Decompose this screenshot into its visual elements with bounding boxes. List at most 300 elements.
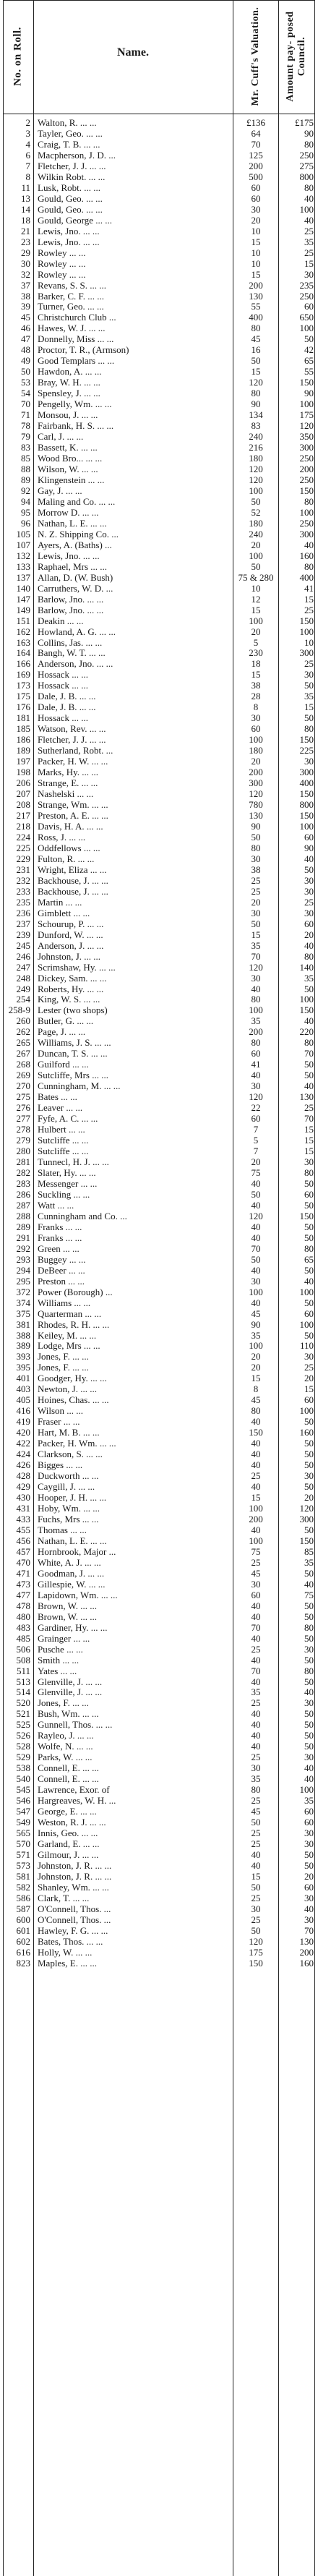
roll-number-cell: 236 — [16, 907, 30, 918]
table-row — [3, 647, 315, 658]
name-cell: Pengelly, Wm. ... ... — [38, 398, 112, 410]
table-row — [3, 1340, 315, 1351]
amount-cell: 40 — [304, 1015, 314, 1027]
roll-number-cell: 513 — [16, 1676, 30, 1687]
amount-cell: 50 — [304, 1654, 314, 1666]
amount-cell: 40 — [304, 1686, 314, 1698]
amount-cell: 25 — [304, 1362, 314, 1373]
valuation-cell: 150 — [249, 1427, 263, 1438]
amount-cell: 50 — [304, 1199, 314, 1211]
name-cell: Turner, Geo. ... ... — [38, 301, 104, 312]
name-cell: Caygill, J. ... ... — [38, 1481, 95, 1493]
name-cell: Shanley, Wm. ... ... — [38, 1881, 109, 1893]
name-cell: Glenville, J. ... ... — [38, 1686, 103, 1698]
roll-number-cell: 287 — [16, 1199, 30, 1211]
amount-cell: 110 — [299, 1340, 314, 1352]
roll-number-cell: 88 — [21, 464, 30, 474]
valuation-cell: 40 — [251, 1070, 261, 1081]
table-row — [3, 1686, 315, 1697]
amount-cell: 70 — [304, 1113, 314, 1125]
valuation-cell: 25 — [251, 1697, 261, 1709]
roll-number-cell: 483 — [16, 1621, 30, 1633]
amount-cell: 150 — [299, 734, 314, 746]
valuation-cell: 30 — [251, 203, 261, 215]
roll-number-cell: 169 — [16, 669, 30, 681]
name-cell: Bray, W. H. ... ... — [38, 377, 100, 388]
roll-number-cell: 83 — [21, 442, 30, 453]
amount-cell: 160 — [299, 550, 314, 561]
roll-number-cell: 132 — [16, 550, 30, 561]
table-row — [3, 1178, 315, 1189]
amount-cell: 800 — [299, 799, 314, 811]
table-row — [3, 767, 315, 777]
name-cell: Gillespie, W. ... ... — [38, 1578, 106, 1590]
table-row — [3, 658, 315, 669]
valuation-cell: 15 — [251, 268, 261, 280]
amount-cell: 50 — [304, 1416, 314, 1428]
valuation-cell: 5 — [253, 1135, 259, 1146]
valuation-cell: 125 — [249, 149, 263, 161]
valuation-cell: 45 — [251, 1567, 261, 1579]
valuation-cell: 25 — [251, 1556, 261, 1568]
valuation-cell: 35 — [251, 1329, 261, 1341]
valuation-cell: 25 — [251, 1914, 261, 1925]
table-row — [3, 1211, 315, 1221]
name-cell: Hulbert ... ... — [38, 1124, 85, 1135]
table-row — [3, 1600, 315, 1611]
table-row — [3, 680, 315, 691]
valuation-cell: 780 — [249, 799, 263, 811]
name-cell: Hooper, J. H. ... ... — [38, 1492, 107, 1504]
amount-cell: 150 — [299, 615, 314, 626]
roll-number-cell: 267 — [16, 1048, 30, 1059]
amount-cell: 50 — [304, 1070, 314, 1081]
table-row — [3, 312, 315, 323]
valuation-cell: 64 — [251, 127, 261, 139]
valuation-cell: 70 — [251, 950, 261, 962]
table-row — [3, 821, 315, 832]
valuation-cell: 40 — [251, 1676, 261, 1687]
valuation-cell: 35 — [251, 939, 261, 951]
table-row — [3, 1773, 315, 1784]
table-row — [3, 951, 315, 962]
valuation-cell: 50 — [251, 918, 261, 929]
name-cell: Howland, A. G. ... ... — [38, 626, 116, 637]
valuation-cell: 70 — [251, 138, 261, 150]
name-cell: Lodge, Mrs ... ... — [38, 1340, 100, 1352]
name-cell: Sutcliffe ... ... — [38, 1146, 89, 1157]
table-row — [3, 669, 315, 680]
amount-cell: 15 — [304, 1146, 314, 1157]
valuation-cell: 80 — [251, 388, 261, 399]
amount-cell: 40 — [304, 1762, 314, 1774]
name-cell: Gould, Geo. ... ... — [38, 192, 103, 204]
amount-cell: 20 — [304, 929, 314, 940]
amount-cell: 15 — [304, 1135, 314, 1146]
roll-number-cell: 32 — [21, 268, 30, 280]
valuation-cell: 40 — [251, 1859, 261, 1871]
table-row — [3, 929, 315, 940]
amount-cell: 100 — [299, 1784, 314, 1796]
roll-number-cell: 237 — [16, 918, 30, 929]
amount-cell: 40 — [304, 1275, 314, 1287]
amount-cell: 25 — [304, 225, 314, 236]
valuation-cell: 175 — [249, 1946, 263, 1958]
name-cell: Johnston, J. R. ... ... — [38, 1870, 112, 1882]
roll-number-cell: 229 — [16, 853, 30, 864]
name-cell: Hornbrook, Major ... — [38, 1545, 116, 1557]
roll-number-cell: 546 — [16, 1795, 30, 1807]
valuation-cell: 25 — [251, 885, 261, 897]
amount-cell: 75 — [304, 1589, 314, 1600]
table-row — [3, 1655, 315, 1666]
table-row — [3, 226, 315, 236]
roll-number-cell: 288 — [16, 1210, 30, 1221]
table-row — [3, 1362, 315, 1373]
amount-cell: 50 — [304, 1611, 314, 1622]
amount-cell: 40 — [304, 192, 314, 204]
amount-cell: 50 — [304, 1849, 314, 1860]
name-cell: Oddfellows ... ... — [38, 842, 100, 853]
name-cell: Fulton, R. ... ... — [38, 853, 95, 864]
valuation-cell: 15 — [251, 1492, 261, 1504]
valuation-cell: 20 — [251, 896, 261, 908]
valuation-cell: 40 — [251, 1221, 261, 1232]
name-cell: Ayers, A. (Baths) ... — [38, 539, 112, 550]
table-row — [3, 1893, 315, 1903]
name-cell: Wright, Eliza ... ... — [38, 863, 107, 875]
amount-cell: 40 — [304, 1080, 314, 1092]
roll-number-cell: 286 — [16, 1188, 30, 1200]
table-row — [3, 1535, 315, 1546]
name-cell: Jones, F. ... ... — [38, 1351, 89, 1362]
valuation-cell: 100 — [249, 1340, 263, 1352]
roll-number-cell: 247 — [16, 961, 30, 973]
table-row — [3, 1546, 315, 1557]
roll-number-cell: 162 — [16, 626, 30, 637]
name-cell: Page, J. ... ... — [38, 1026, 86, 1038]
roll-number-cell: 224 — [16, 831, 30, 843]
name-cell: Wilson, W. ... ... — [38, 464, 98, 474]
roll-number-cell: 235 — [16, 896, 30, 908]
amount-cell: 50 — [304, 983, 314, 994]
table-row — [3, 1048, 315, 1059]
name-cell: Cunningham, M. ... ... — [38, 1080, 121, 1092]
valuation-cell: 5 — [253, 636, 259, 648]
name-cell: Quarterman ... ... — [38, 1308, 102, 1319]
amount-cell: 60 — [304, 1806, 314, 1817]
name-cell: Good Templars ... ... — [38, 355, 115, 367]
table-row — [3, 1449, 315, 1459]
roll-number-cell: 233 — [16, 885, 30, 897]
table-row — [3, 1102, 315, 1113]
roll-number-cell: 405 — [16, 1394, 30, 1406]
table-row — [3, 128, 315, 139]
name-cell: Connell, E. ... ... — [38, 1762, 99, 1774]
roll-number-cell: 283 — [16, 1177, 30, 1189]
table-row — [3, 973, 315, 984]
name-cell: Holly, W. ... ... — [38, 1946, 93, 1958]
amount-cell: 120 — [299, 420, 314, 432]
amount-cell: 50 — [304, 1438, 314, 1449]
name-cell: Spensley, J. ... ... — [38, 388, 100, 399]
amount-cell: 80 — [304, 182, 314, 193]
valuation-cell: 70 — [251, 1242, 261, 1254]
amount-cell: 40 — [304, 1578, 314, 1590]
amount-cell: 35 — [304, 1556, 314, 1568]
name-cell: Nathan, L. E. ... ... — [38, 1535, 107, 1546]
valuation-cell: 40 — [251, 1232, 261, 1243]
table-row — [3, 539, 315, 550]
amount-cell: 300 — [299, 1513, 314, 1524]
name-cell: Bigges ... ... — [38, 1459, 83, 1471]
amount-cell: 40 — [304, 853, 314, 864]
valuation-cell: 40 — [251, 1199, 261, 1211]
name-cell: Watson, Rev. ... ... — [38, 723, 106, 735]
table-row — [3, 1827, 315, 1838]
roll-number-cell: 431 — [16, 1503, 30, 1514]
valuation-cell: 10 — [251, 257, 261, 269]
name-cell: White, A. J. ... ... — [38, 1556, 101, 1568]
roll-number-cell: 151 — [16, 615, 30, 626]
valuation-cell: 100 — [249, 485, 263, 496]
name-cell: Ross, J. ... ... — [38, 831, 86, 843]
name-cell: Deakin ... ... — [38, 615, 84, 626]
amount-cell: 60 — [304, 918, 314, 929]
amount-cell: £175 — [295, 117, 314, 128]
amount-cell: 50 — [304, 1449, 314, 1460]
name-cell: Wilkin Robt. ... ... — [38, 171, 106, 182]
valuation-cell: 10 — [251, 582, 261, 594]
name-cell: Hossack ... ... — [38, 680, 89, 691]
table-row — [3, 1568, 315, 1579]
name-cell: Hossack ... ... — [38, 712, 89, 724]
table-row — [3, 1871, 315, 1882]
roll-number-cell: 218 — [16, 820, 30, 832]
roll-number-cell: 140 — [16, 582, 30, 594]
table-row — [3, 1297, 315, 1308]
valuation-cell: 30 — [251, 1275, 261, 1287]
name-cell: Monsou, J. ... ... — [38, 409, 98, 421]
roll-number-cell: 30 — [21, 257, 30, 269]
roll-number-cell: 277 — [16, 1113, 30, 1125]
amount-cell: 60 — [304, 301, 314, 312]
valuation-cell: 80 — [251, 1784, 261, 1796]
roll-number-cell: 14 — [21, 203, 30, 215]
valuation-cell: 40 — [251, 1632, 261, 1644]
valuation-cell: 35 — [251, 1773, 261, 1785]
valuation-cell: 55 — [251, 301, 261, 312]
amount-cell: 150 — [299, 1535, 314, 1546]
valuation-cell: 180 — [249, 453, 263, 464]
valuation-cell: 45 — [251, 1806, 261, 1817]
name-cell: Clark, T. ... ... — [38, 1892, 90, 1903]
valuation-cell: 230 — [249, 647, 263, 659]
name-cell: Innis, Geo. ... ... — [38, 1827, 98, 1839]
amount-cell: 30 — [304, 1752, 314, 1763]
amount-cell: 42 — [304, 344, 314, 356]
roll-number-cell: 245 — [16, 939, 30, 951]
name-cell: Barlow, Jno. ... ... — [38, 604, 104, 615]
roll-number-cell: 581 — [16, 1870, 30, 1882]
roll-number-cell: 389 — [16, 1340, 30, 1352]
table-row — [3, 701, 315, 712]
table-row — [3, 1394, 315, 1405]
name-cell: Jones, F. ... ... — [38, 1362, 89, 1373]
name-cell: Fairbank, H. S. ... ... — [38, 420, 114, 432]
table-row — [3, 291, 315, 302]
amount-cell: 30 — [304, 669, 314, 681]
table-row — [3, 1611, 315, 1622]
table-row — [3, 1405, 315, 1416]
valuation-cell: 50 — [251, 355, 261, 367]
valuation-cell: 40 — [251, 1481, 261, 1493]
roll-number-cell: 217 — [16, 810, 30, 821]
valuation-cell: 500 — [249, 171, 263, 182]
amount-cell: 90 — [304, 842, 314, 853]
roll-number-cell: 545 — [16, 1784, 30, 1796]
roll-number-cell: 3 — [25, 127, 30, 139]
amount-cell: 50 — [304, 1676, 314, 1687]
table-row — [3, 388, 315, 398]
table-row — [3, 1015, 315, 1026]
valuation-cell: 60 — [251, 1589, 261, 1600]
name-cell: Franks ... ... — [38, 1232, 82, 1243]
header-valuation-label: Mr. Cuff's Valuation. — [249, 7, 261, 106]
amount-cell: 50 — [304, 1708, 314, 1720]
name-cell: Rhodes, R. H. ... ... — [38, 1318, 110, 1330]
roll-number-cell: 381 — [16, 1318, 30, 1330]
roll-number-cell: 586 — [16, 1892, 30, 1903]
amount-cell: 35 — [304, 972, 314, 984]
amount-cell: 25 — [304, 658, 314, 670]
amount-cell: 250 — [299, 453, 314, 464]
amount-cell: 300 — [299, 767, 314, 778]
valuation-cell: 300 — [249, 777, 263, 789]
amount-cell: 100 — [299, 820, 314, 832]
valuation-cell: 15 — [251, 1373, 261, 1384]
amount-cell: 30 — [304, 1914, 314, 1925]
valuation-cell: 100 — [249, 1503, 263, 1514]
roll-number-cell: 207 — [16, 788, 30, 800]
amount-cell: 50 — [304, 1177, 314, 1189]
valuation-cell: 15 — [251, 366, 261, 378]
roll-number-cell: 175 — [16, 691, 30, 702]
roll-number-cell: 429 — [16, 1481, 30, 1493]
roll-number-cell: 477 — [16, 1589, 30, 1600]
name-cell: Johnston, J. ... ... — [38, 950, 101, 962]
name-cell: Macpherson, J. D. ... — [38, 149, 116, 161]
table-row — [3, 1762, 315, 1773]
valuation-cell: 40 — [251, 1849, 261, 1860]
valuation-cell: 25 — [251, 1752, 261, 1763]
amount-cell: 35 — [304, 691, 314, 702]
valuation-cell: 90 — [251, 820, 261, 832]
name-cell: Slater, Hy. ... ... — [38, 1167, 96, 1178]
roll-number-cell: 403 — [16, 1383, 30, 1395]
table-row — [3, 409, 315, 420]
roll-number-cell: 573 — [16, 1859, 30, 1871]
roll-number-cell: 176 — [16, 701, 30, 713]
roll-number-cell: 7 — [25, 160, 30, 171]
roll-number-cell: 189 — [16, 745, 30, 756]
table-row — [3, 1276, 315, 1287]
valuation-cell: 40 — [251, 1611, 261, 1622]
valuation-cell: 100 — [249, 734, 263, 746]
valuation-cell: 120 — [249, 1210, 263, 1221]
amount-cell: 350 — [299, 431, 314, 443]
valuation-cell: 8 — [253, 1383, 259, 1395]
name-cell: Preston, A. E. ... ... — [38, 810, 108, 821]
valuation-cell: 15 — [251, 1870, 261, 1882]
name-cell: Lester (two shops) — [38, 1005, 108, 1016]
name-cell: Rayleo, J. ... ... — [38, 1730, 94, 1741]
roll-number-cell: 11 — [21, 182, 30, 193]
valuation-cell: 100 — [249, 1286, 263, 1297]
roll-number-cell: 254 — [16, 994, 30, 1005]
name-cell: Hawley, F. G. ... ... — [38, 1924, 108, 1936]
table-row — [3, 1795, 315, 1806]
valuation-cell: 40 — [251, 1524, 261, 1535]
roll-number-cell: 511 — [16, 1665, 30, 1676]
table-row — [3, 1146, 315, 1156]
table-row — [3, 269, 315, 280]
table-row — [3, 1925, 315, 1936]
name-cell: Johnston, J. R. ... ... — [38, 1859, 112, 1871]
name-cell: Hawes, W. J. ... ... — [38, 323, 106, 334]
roll-number-cell: 514 — [16, 1686, 30, 1698]
name-cell: Preston ... ... — [38, 1275, 85, 1287]
amount-cell: 220 — [299, 1026, 314, 1038]
table-row — [3, 1914, 315, 1925]
valuation-cell: 38 — [251, 680, 261, 691]
valuation-cell: 200 — [249, 160, 263, 171]
table-row — [3, 150, 315, 161]
valuation-cell: 50 — [251, 1188, 261, 1200]
roll-number-cell: 279 — [16, 1135, 30, 1146]
amount-cell: 50 — [304, 1600, 314, 1611]
amount-cell: 30 — [304, 1470, 314, 1482]
table-row — [3, 864, 315, 875]
name-cell: Hart, M. B. ... ... — [38, 1427, 100, 1438]
valuation-cell: 60 — [251, 723, 261, 735]
valuation-cell: 12 — [251, 593, 261, 605]
table-row — [3, 756, 315, 767]
roll-number-cell: 508 — [16, 1654, 30, 1666]
table-row — [3, 1958, 315, 1969]
roll-number-cell: 549 — [16, 1817, 30, 1828]
amount-cell: 50 — [304, 1719, 314, 1731]
valuation-cell: 25 — [251, 1838, 261, 1850]
table-row — [3, 1080, 315, 1091]
valuation-cell: 52 — [251, 506, 261, 518]
name-cell: Maling and Co. ... ... — [38, 495, 116, 507]
roll-number-cell: 105 — [16, 528, 30, 539]
amount-cell: 85 — [304, 1545, 314, 1557]
name-cell: Fletcher, J. J. ... ... — [38, 160, 106, 171]
valuation-cell: 40 — [251, 983, 261, 994]
valuation-cell: 120 — [249, 1091, 263, 1103]
name-cell: Carruthers, W. D. ... — [38, 582, 113, 594]
valuation-cell: 180 — [249, 517, 263, 529]
amount-cell: 15 — [304, 1124, 314, 1135]
roll-number-cell: 89 — [21, 474, 30, 485]
valuation-cell: 15 — [251, 929, 261, 940]
name-cell: Morrow D. ... ... — [38, 506, 99, 518]
roll-number-cell: 185 — [16, 723, 30, 735]
amount-cell: 100 — [299, 626, 314, 637]
valuation-cell: 30 — [251, 712, 261, 724]
